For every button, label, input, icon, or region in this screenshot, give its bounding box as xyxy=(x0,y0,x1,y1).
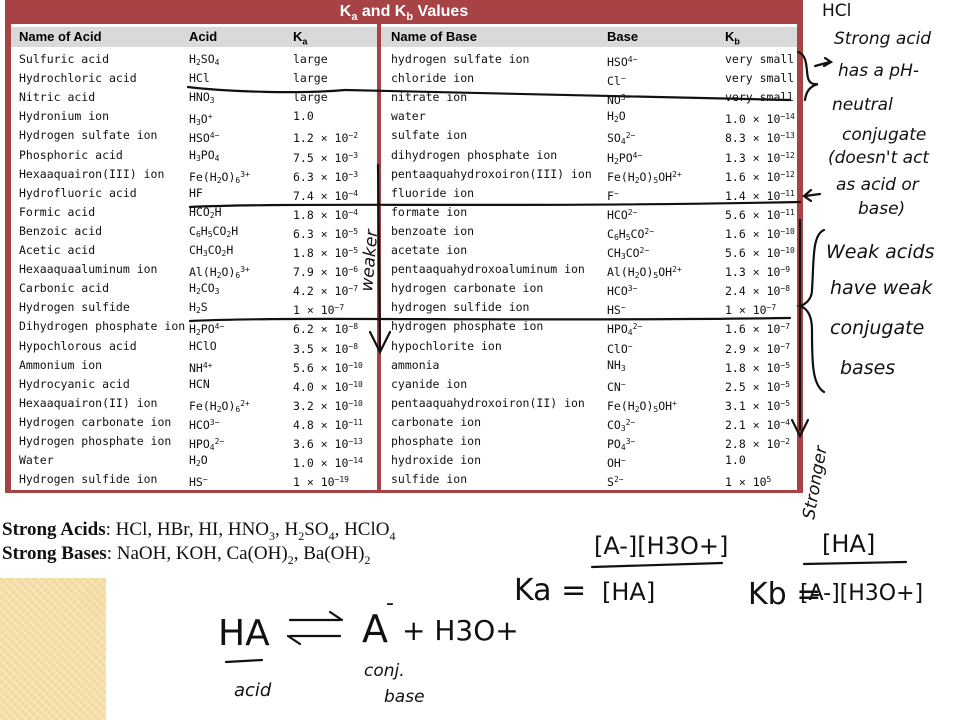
acid-formula: $H_2O$ xyxy=(189,453,208,469)
base-k-value: $1.0 \times 10^{-14}$ xyxy=(725,112,795,127)
hw-kb-label: Kb = xyxy=(748,577,822,612)
base-name: hydrogen carbonate ion xyxy=(391,281,544,296)
acid-formula: $Fe(H_2O)_6^{3+}$ xyxy=(189,169,250,185)
base-name: hydrogen sulfide ion xyxy=(391,300,530,315)
acid-k-value: $1.8 \times 10^{-4}$ xyxy=(293,207,359,222)
acid-name: Hexaaquairon(III) ion xyxy=(19,166,165,181)
base-k-value: $2.4 \times 10^{-8}$ xyxy=(725,284,791,299)
acid-name: Acetic acid xyxy=(19,243,96,257)
strong-bases-label: Strong Bases xyxy=(2,543,107,564)
acid-formula: $H_2CO_3$ xyxy=(189,281,220,297)
acid-k-value: $3.5 \times 10^{-8}$ xyxy=(293,341,359,356)
acid-name: Hydrogen carbonate ion xyxy=(19,414,172,429)
base-k-value: 1.0 xyxy=(725,453,746,468)
acid-name: Hexaaquairon(II) ion xyxy=(19,395,158,410)
acid-k-value: $1 \times 10^{-7}$ xyxy=(293,303,345,318)
acid-formula: $C_6H_5CO_2H$ xyxy=(189,223,239,239)
acid-k-value: 1.0 xyxy=(293,109,314,124)
header-kb: $K_b$ xyxy=(725,29,740,47)
acid-k-value: large xyxy=(293,52,328,66)
base-name: hydrogen sulfate ion xyxy=(391,52,530,66)
base-name: nitrate ion xyxy=(391,90,468,105)
base-name: acetate ion xyxy=(391,243,468,257)
hw-label-conj: conj. xyxy=(364,661,405,681)
base-k-value: very small xyxy=(725,71,795,86)
acid-name: Hydrogen sulfide ion xyxy=(19,472,158,487)
acid-name: Carbonic acid xyxy=(19,281,110,296)
acid-formula: HCl xyxy=(189,71,210,86)
base-name: phosphate ion xyxy=(391,434,482,448)
base-name: dihydrogen phosphate ion xyxy=(391,147,558,162)
header-acid: Acid xyxy=(189,29,218,44)
base-formula: $HCO^{3-}$ xyxy=(607,284,638,299)
acid-name: Nitric acid xyxy=(19,90,96,105)
hw-kb-numerator: [HA] xyxy=(822,530,876,558)
hw-equation-a: A xyxy=(362,607,388,651)
svg-text:Weak acids: Weak acids xyxy=(826,241,935,263)
acid-name: Formic acid xyxy=(19,204,96,219)
hw-ka-label: Ka = xyxy=(514,573,587,608)
base-k-value: $2.1 \times 10^{-4}$ xyxy=(725,417,791,432)
acid-k-value: $6.2 \times 10^{-8}$ xyxy=(293,322,359,337)
acid-formula: $CH_3CO_2H$ xyxy=(189,243,234,258)
header-name-of-base: Name of Base xyxy=(391,29,477,44)
base-k-value: $1.6 \times 10^{-7}$ xyxy=(725,322,791,337)
base-name: hydroxide ion xyxy=(391,453,482,468)
svg-text:neutral: neutral xyxy=(832,95,893,115)
acid-formula: $H_2SO_4$ xyxy=(189,52,220,67)
acid-name: Hexaaquaaluminum ion xyxy=(19,262,158,277)
acid-k-value: $5.6 \times 10^{-10}$ xyxy=(293,360,363,375)
base-name: hydrogen phosphate ion xyxy=(391,319,544,334)
base-formula: ClO− xyxy=(607,341,633,356)
base-formula: $HSO^{4-}$ xyxy=(607,55,638,69)
svg-text:conjugate: conjugate xyxy=(842,125,927,145)
acid-name: Hydrogen phosphate ion xyxy=(19,434,172,448)
header-base: Base xyxy=(607,29,639,44)
acid-formula: $H_3O^+$ xyxy=(189,112,213,128)
header-name-of-acid: Name of Acid xyxy=(19,29,102,44)
base-k-value: $8.3 \times 10^{-13}$ xyxy=(725,131,795,146)
acid-name: Phosphoric acid xyxy=(19,147,123,162)
acid-name: Hydrocyanic acid xyxy=(19,376,130,391)
acid-formula: $HCO^{3-}$ xyxy=(189,417,220,432)
acid-formula: HClO xyxy=(189,338,217,353)
hw-hcl: HCl xyxy=(822,1,852,21)
base-formula: $CH_3CO^{2-}$ xyxy=(607,246,650,261)
base-k-value: $2.5 \times 10^{-5}$ xyxy=(725,379,791,394)
acid-name: Hydrogen sulfide xyxy=(19,300,130,315)
underline-hcl xyxy=(188,87,345,92)
base-formula: $Al(H_2O)_5OH^{2+}$ xyxy=(607,265,682,281)
acid-name: Water xyxy=(19,453,54,468)
line-h2s xyxy=(190,318,790,321)
acid-name: Hypochlorous acid xyxy=(19,338,137,353)
acid-name: Hydrofluoric acid xyxy=(19,185,137,200)
base-name: sulfate ion xyxy=(391,128,468,143)
base-formula: HS− xyxy=(607,303,626,318)
base-k-value: $2.9 \times 10^{-7}$ xyxy=(725,341,791,356)
base-k-value: $1 \times 10^5$ xyxy=(725,475,772,490)
hw-equation-minus: - xyxy=(386,591,394,616)
strong-acids-value: : HCl, HBr, HI, $HNO_3$, $H_2SO_4$, HClO$_4$ xyxy=(105,519,396,543)
base-formula: $S^{2-}$ xyxy=(607,475,624,490)
acid-k-value: $4.2 \times 10^{-7}$ xyxy=(293,284,359,299)
base-formula: $SO_4^{2-}$ xyxy=(607,131,636,147)
svg-text:as acid or: as acid or xyxy=(836,175,919,195)
base-name: pentaaquahydroxoiron(II) ion xyxy=(391,395,585,410)
base-formula: $NH_3$ xyxy=(607,357,626,373)
acid-formula: HS− xyxy=(189,475,208,490)
base-formula: $C_6H_5CO^{2-}$ xyxy=(607,226,655,242)
hw-weaker: weaker xyxy=(357,228,383,293)
base-k-value: $1.4 \times 10^{-11}$ xyxy=(725,188,795,203)
acid-k-value: $7.4 \times 10^{-4}$ xyxy=(293,188,359,203)
base-formula: CN− xyxy=(607,379,626,394)
hw-note-strong xyxy=(828,29,931,219)
acid-k-value: large xyxy=(293,90,328,105)
acid-name: Benzoic acid xyxy=(19,223,103,238)
base-name: hypochlorite ion xyxy=(391,338,502,353)
acid-name: Sulfuric acid xyxy=(19,52,110,66)
line-hf xyxy=(190,202,800,207)
hw-kb-denominator: [A-][H3O+] xyxy=(800,581,924,606)
acid-formula: $Al(H_2O)_6^{3+}$ xyxy=(189,265,250,281)
base-name: pentaaquahydroxoaluminum ion xyxy=(391,262,585,277)
base-k-value: $2.8 \times 10^{-2}$ xyxy=(725,437,791,451)
strong-acids-label: Strong Acids xyxy=(2,519,106,540)
svg-text:(doesn't act: (doesn't act xyxy=(828,148,930,168)
hw-label-base: base xyxy=(384,687,425,707)
svg-text:conjugate: conjugate xyxy=(830,317,925,339)
acid-formula: $HCO_2H$ xyxy=(189,204,222,220)
base-name: carbonate ion xyxy=(391,414,482,429)
strong-bases-value: : NaOH, KOH, $Ca(OH)_2$, $Ba(OH)_2$ xyxy=(106,543,371,567)
hw-note-weak xyxy=(826,241,935,379)
acid-formula: $H_2PO^{4-}$ xyxy=(189,322,225,338)
hw-equation-ha: HA xyxy=(218,613,270,654)
acid-name: Dihydrogen phosphate ion xyxy=(19,319,186,334)
base-k-value: $1.3 \times 10^{-9}$ xyxy=(725,265,791,280)
acid-k-value: $1.2 \times 10^{-2}$ xyxy=(293,131,359,146)
ka-fraction-bar xyxy=(592,563,722,567)
base-k-value: $1.3 \times 10^{-12}$ xyxy=(725,150,795,165)
base-k-value: $5.6 \times 10^{-10}$ xyxy=(725,246,795,260)
base-name: cyanide ion xyxy=(391,376,468,391)
base-formula: $CO_3^{2-}$ xyxy=(607,417,636,433)
base-k-value: $1.6 \times 10^{-10}$ xyxy=(725,226,795,241)
acid-formula: $HPO_4^{2-}$ xyxy=(189,437,225,452)
base-formula: $HPO_4^{2-}$ xyxy=(607,322,643,338)
acid-name: Hydronium ion xyxy=(19,109,110,124)
acid-formula: $Fe(H_2O)_6^{2+}$ xyxy=(189,398,250,414)
acid-name: Hydrochloric acid xyxy=(19,71,137,86)
base-formula: $H_2PO^{4-}$ xyxy=(607,150,643,166)
acid-k-value: $3.6 \times 10^{-13}$ xyxy=(293,437,363,451)
base-name: benzoate ion xyxy=(391,223,475,238)
base-name: sulfide ion xyxy=(391,472,468,487)
acid-name: Hydrogen sulfate ion xyxy=(19,128,158,143)
hw-ka-numerator: [A-][H3O+] xyxy=(594,532,729,560)
acid-strike xyxy=(226,660,262,662)
base-k-value: $1 \times 10^{-7}$ xyxy=(725,303,777,318)
hw-ka-denominator: [HA] xyxy=(602,578,656,606)
acid-formula: $H_2S$ xyxy=(189,300,208,316)
kb-fraction-bar xyxy=(804,562,906,564)
acid-k-value: $7.9 \times 10^{-6}$ xyxy=(293,265,359,280)
acid-k-value: $4.8 \times 10^{-11}$ xyxy=(293,417,363,432)
acid-k-value: $1.8 \times 10^{-5}$ xyxy=(293,246,359,260)
base-formula: $Fe(H_2O)_5OH^+$ xyxy=(607,398,677,414)
base-formula: F− xyxy=(607,188,619,203)
acid-k-value: $1.0 \times 10^{-14}$ xyxy=(293,456,363,471)
base-formula: Cl− xyxy=(607,74,626,89)
acid-k-value: $6.3 \times 10^{-3}$ xyxy=(293,169,359,184)
base-k-value: $1.6 \times 10^{-12}$ xyxy=(725,169,795,184)
line-chloride xyxy=(345,90,790,100)
acid-formula: $HNO_3$ xyxy=(189,90,215,106)
acid-name: Ammonium ion xyxy=(19,357,103,372)
svg-text:bases: bases xyxy=(840,357,896,379)
base-name: chloride ion xyxy=(391,71,475,86)
acid-k-value: $1 \times 10^{-19}$ xyxy=(293,475,349,490)
acid-formula: $HSO^{4-}$ xyxy=(189,131,220,146)
base-k-value: $1.8 \times 10^{-5}$ xyxy=(725,360,791,375)
base-name: ammonia xyxy=(391,357,440,372)
base-k-value: very small xyxy=(725,90,795,105)
base-formula: $NO^{3-}$ xyxy=(607,93,631,108)
base-formula: OH− xyxy=(607,456,626,471)
hw-equation-h3o: + H3O+ xyxy=(402,614,519,647)
base-name: formate ion xyxy=(391,204,468,219)
acid-formula: $NH^{4+}$ xyxy=(189,360,213,375)
brace-weak xyxy=(800,230,824,392)
base-k-value: very small xyxy=(725,52,795,66)
base-name: water xyxy=(391,109,426,124)
acid-k-value: $4.0 \times 10^{-10}$ xyxy=(293,379,363,394)
svg-text:base): base) xyxy=(858,199,906,219)
acid-formula: HCN xyxy=(189,376,210,391)
acid-k-value: large xyxy=(293,71,328,86)
acid-k-value: $3.2 \times 10^{-10}$ xyxy=(293,398,363,413)
base-formula: $PO_4^{3-}$ xyxy=(607,437,636,452)
acid-k-value: $7.5 \times 10^{-3}$ xyxy=(293,150,359,165)
base-k-value: $3.1 \times 10^{-5}$ xyxy=(725,398,791,413)
base-formula: $Fe(H_2O)_5OH^{2+}$ xyxy=(607,169,682,185)
table-title: $K_a$ and $K_b$ Values xyxy=(339,3,469,24)
base-formula: $H_2O$ xyxy=(607,109,626,125)
base-name: fluoride ion xyxy=(391,185,475,200)
header-ka: $K_a$ xyxy=(293,29,308,47)
hw-stronger: Stronger xyxy=(799,444,832,521)
svg-text:has a pH-: has a pH- xyxy=(838,61,919,81)
acid-formula: $H_3PO_4$ xyxy=(189,147,220,163)
svg-text:Strong acid: Strong acid xyxy=(834,29,932,49)
base-k-value: $5.6 \times 10^{-11}$ xyxy=(725,207,795,222)
acid-formula: HF xyxy=(189,185,203,200)
base-name: pentaaquahydroxoiron(III) ion xyxy=(391,166,592,181)
acid-k-value: $6.3 \times 10^{-5}$ xyxy=(293,226,359,241)
hw-label-acid: acid xyxy=(234,680,272,701)
base-formula: $HCO^{2-}$ xyxy=(607,207,638,222)
brace-strong xyxy=(798,52,818,100)
svg-text:have weak: have weak xyxy=(830,277,933,299)
